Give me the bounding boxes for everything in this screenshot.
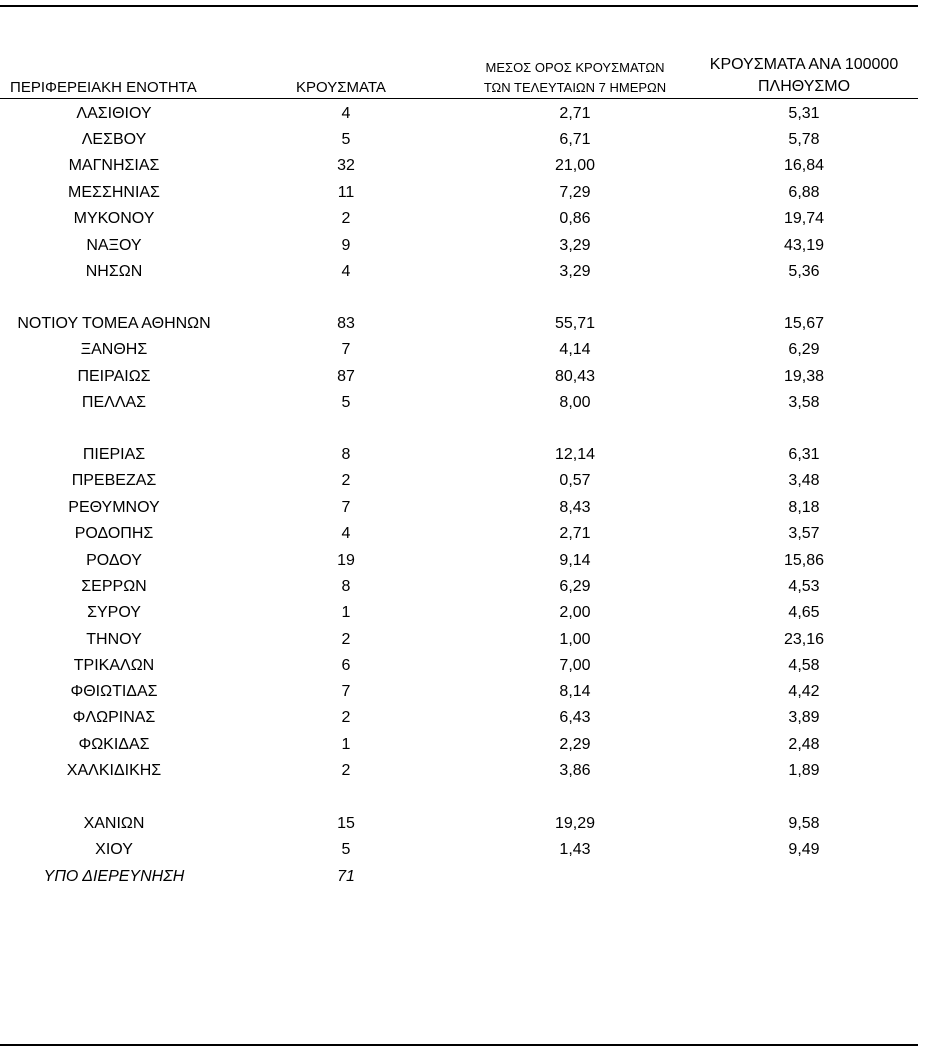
cell-per-100k: 43,19	[783, 237, 825, 254]
cell-cases: 9	[341, 237, 351, 254]
cell-per-100k: 2,48	[788, 736, 820, 753]
table-row	[0, 311, 938, 337]
header-per-100k-line1: ΚΡΟΥΣΜΑΤΑ ΑΝΑ 100000	[709, 56, 899, 73]
cell-per-100k: 8,18	[788, 499, 820, 516]
table-row	[0, 679, 938, 705]
table-row	[0, 574, 938, 600]
cell-average: 7,29	[559, 184, 591, 201]
cell-cases: 6	[341, 657, 351, 674]
cell-cases: 8	[341, 446, 351, 463]
header-average	[470, 58, 680, 98]
cell-average: 0,57	[559, 472, 591, 489]
table-row	[0, 390, 938, 416]
cell-average: 0,86	[559, 210, 591, 227]
cell-per-100k: 5,78	[788, 131, 820, 148]
cell-average: 2,29	[559, 736, 591, 753]
cell-per-100k: 5,36	[788, 263, 820, 280]
table-row	[0, 732, 938, 758]
cell-per-100k: 4,53	[788, 578, 820, 595]
cell-per-100k: 15,67	[783, 315, 825, 332]
cell-per-100k: 19,74	[783, 210, 825, 227]
cell-region: ΜΑΓΝΗΣΙΑΣ	[68, 157, 160, 174]
table-row	[0, 442, 938, 468]
table-row	[0, 337, 938, 363]
cell-region: ΛΑΣΙΘΙΟΥ	[76, 105, 152, 122]
cell-per-100k: 4,58	[788, 657, 820, 674]
cell-per-100k: 6,31	[788, 446, 820, 463]
cell-cases: 2	[341, 709, 351, 726]
cell-region: ΠΕΙΡΑΙΩΣ	[77, 368, 151, 385]
cell-cases: 2	[341, 210, 351, 227]
cell-region: ΥΠΟ ΔΙΕΡΕΥΝΗΣΗ	[43, 868, 185, 885]
table-row	[0, 705, 938, 731]
cell-region: ΞΑΝΘΗΣ	[80, 341, 148, 358]
cell-per-100k: 4,42	[788, 683, 820, 700]
cell-region: ΧΑΛΚΙΔΙΚΗΣ	[66, 762, 162, 779]
cell-cases: 1	[341, 736, 351, 753]
cell-cases: 4	[341, 263, 351, 280]
table-row	[0, 468, 938, 494]
cell-per-100k: 5,31	[788, 105, 820, 122]
cell-region: ΡΟΔΟΥ	[86, 552, 142, 569]
cell-region: ΧΑΝΙΩΝ	[83, 815, 145, 832]
cell-region: ΠΙΕΡΙΑΣ	[82, 446, 146, 463]
cell-average: 6,29	[559, 578, 591, 595]
cell-per-100k: 1,89	[788, 762, 820, 779]
table-row	[0, 180, 938, 206]
table-row	[0, 653, 938, 679]
cell-average: 2,71	[559, 105, 591, 122]
header-per-100k	[694, 54, 914, 98]
cell-region: ΤΡΙΚΑΛΩΝ	[73, 657, 155, 674]
cell-region: ΜΥΚΟΝΟΥ	[73, 210, 155, 227]
cell-average: 3,29	[559, 237, 591, 254]
cell-region: ΜΕΣΣΗΝΙΑΣ	[68, 184, 160, 201]
cell-cases: 2	[341, 631, 351, 648]
cell-average: 3,86	[559, 762, 591, 779]
cell-per-100k: 9,58	[788, 815, 820, 832]
cell-per-100k: 3,57	[788, 525, 820, 542]
table-row	[0, 101, 938, 127]
cell-cases: 87	[337, 368, 355, 385]
cell-per-100k: 9,49	[788, 841, 820, 858]
cell-average: 8,00	[559, 394, 591, 411]
bottom-rule	[0, 1044, 918, 1046]
cell-average: 6,71	[559, 131, 591, 148]
header-average-line1: ΜΕΣΟΣ ΟΡΟΣ ΚΡΟΥΣΜΑΤΩΝ	[485, 60, 665, 75]
cell-average: 6,43	[559, 709, 591, 726]
cell-average: 3,29	[559, 263, 591, 280]
cell-region: ΦΘΙΩΤΙΔΑΣ	[70, 683, 158, 700]
cell-cases: 15	[337, 815, 355, 832]
table-row	[0, 259, 938, 285]
table-row	[0, 548, 938, 574]
table-row	[0, 811, 938, 837]
cell-cases: 8	[341, 578, 351, 595]
cell-region: ΣΕΡΡΩΝ	[81, 578, 147, 595]
cell-per-100k: 16,84	[783, 157, 825, 174]
cell-cases: 4	[341, 525, 351, 542]
cell-average: 4,14	[559, 341, 591, 358]
cell-average: 1,00	[559, 631, 591, 648]
table-row	[0, 153, 938, 179]
cell-average: 19,29	[554, 815, 596, 832]
cell-region: ΦΛΩΡΙΝΑΣ	[72, 709, 156, 726]
cell-cases: 1	[341, 604, 351, 621]
cell-average: 8,43	[559, 499, 591, 516]
cell-cases: 4	[341, 105, 351, 122]
cell-per-100k: 19,38	[783, 368, 825, 385]
cell-cases: 32	[337, 157, 355, 174]
cell-cases: 5	[341, 131, 351, 148]
cell-cases: 5	[341, 841, 351, 858]
cell-average: 1,43	[559, 841, 591, 858]
cell-average: 55,71	[554, 315, 596, 332]
cell-cases: 7	[341, 499, 351, 516]
cell-cases: 2	[341, 472, 351, 489]
table-row	[0, 495, 938, 521]
cell-per-100k: 6,29	[788, 341, 820, 358]
cell-region: ΡΟΔΟΠΗΣ	[74, 525, 154, 542]
cell-region: ΣΥΡΟΥ	[87, 604, 141, 621]
table-row	[0, 127, 938, 153]
cell-per-100k: 6,88	[788, 184, 820, 201]
cell-cases: 5	[341, 394, 351, 411]
cell-region: ΝΟΤΙΟΥ ΤΟΜΕΑ ΑΘΗΝΩΝ	[17, 315, 211, 332]
table-row	[0, 521, 938, 547]
cell-average: 2,71	[559, 525, 591, 542]
cell-average: 8,14	[559, 683, 591, 700]
cell-average: 2,00	[559, 604, 591, 621]
cell-average: 80,43	[554, 368, 596, 385]
cell-region: ΝΑΞΟΥ	[86, 237, 142, 254]
header-average-line2: ΤΩΝ ΤΕΛΕΥΤΑΙΩΝ 7 ΗΜΕΡΩΝ	[483, 80, 667, 95]
cell-region: ΠΡΕΒΕΖΑΣ	[71, 472, 157, 489]
cell-average: 7,00	[559, 657, 591, 674]
header-region: ΠΕΡΙΦΕΡΕΙΑΚΗ ΕΝΟΤΗΤΑ	[10, 79, 197, 96]
cell-region: ΡΕΘΥΜΝΟΥ	[68, 499, 160, 516]
table-row-under-investigation	[0, 864, 938, 890]
cell-per-100k: 3,48	[788, 472, 820, 489]
cell-per-100k: 3,58	[788, 394, 820, 411]
table-row	[0, 206, 938, 232]
cell-region: ΧΙΟΥ	[95, 841, 133, 858]
cell-average: 21,00	[554, 157, 596, 174]
cell-region: ΠΕΛΛΑΣ	[81, 394, 147, 411]
cell-per-100k: 15,86	[783, 552, 825, 569]
header-per-100k-line2: ΠΛΗΘΥΣΜΟ	[757, 78, 851, 95]
cell-cases: 7	[341, 341, 351, 358]
table-row	[0, 837, 938, 863]
table-row	[0, 364, 938, 390]
table-row	[0, 600, 938, 626]
cell-cases: 2	[341, 762, 351, 779]
header-cases: ΚΡΟΥΣΜΑΤΑ	[296, 79, 386, 96]
cell-region: ΛΕΣΒΟΥ	[81, 131, 147, 148]
top-rule	[0, 5, 918, 7]
table-row	[0, 233, 938, 259]
cell-region: ΝΗΣΩΝ	[85, 263, 143, 280]
cell-per-100k: 4,65	[788, 604, 820, 621]
header-rule	[0, 98, 918, 99]
cell-average: 9,14	[559, 552, 591, 569]
cell-cases: 7	[341, 683, 351, 700]
cell-per-100k: 3,89	[788, 709, 820, 726]
cell-region: ΦΩΚΙΔΑΣ	[78, 736, 150, 753]
cell-average: 12,14	[554, 446, 596, 463]
cell-cases: 11	[337, 184, 355, 201]
cell-region: ΤΗΝΟΥ	[86, 631, 142, 648]
cell-per-100k: 23,16	[783, 631, 825, 648]
cell-cases: 83	[337, 315, 355, 332]
cell-cases: 19	[337, 552, 355, 569]
table-row	[0, 627, 938, 653]
table-row	[0, 758, 938, 784]
cell-cases: 71	[337, 868, 355, 885]
